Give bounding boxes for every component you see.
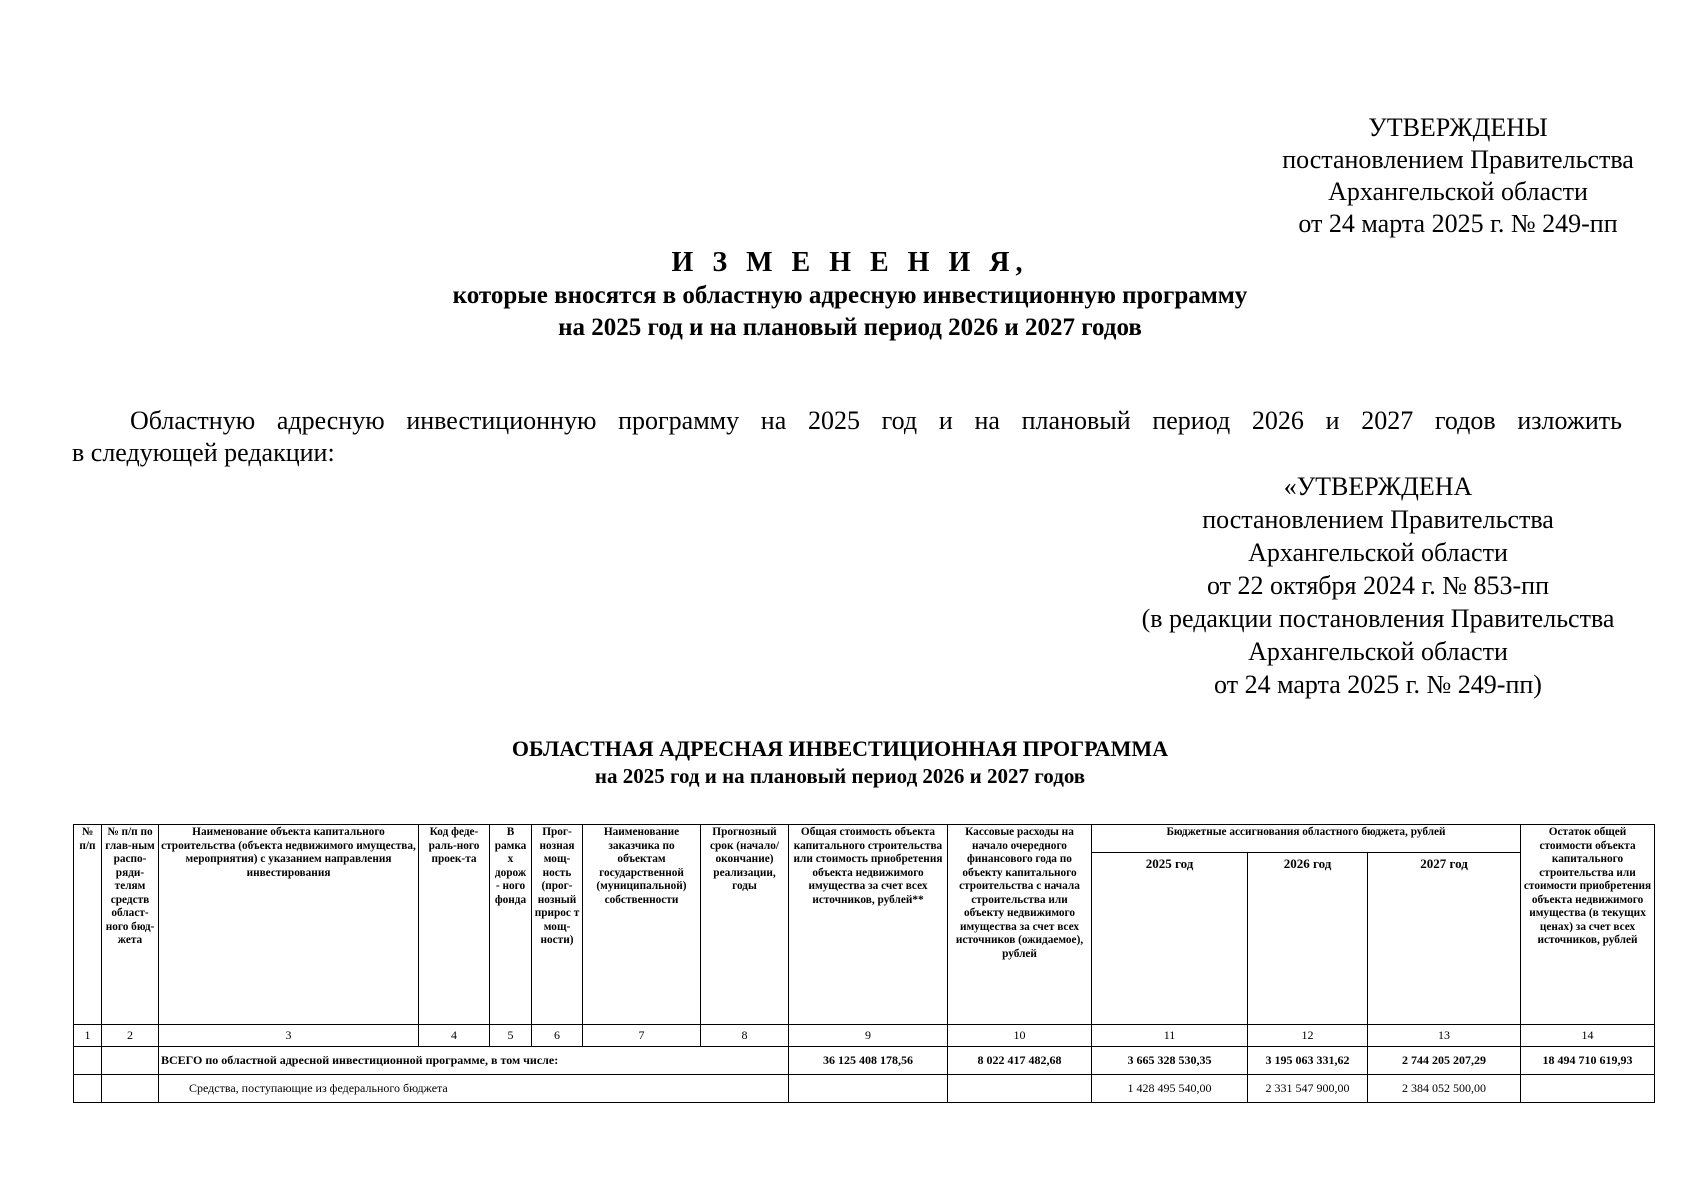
header-cell-year-2025: 2025 год <box>1092 853 1248 1025</box>
column-number: 9 <box>789 1025 948 1047</box>
intro-line: в следующей редакции: <box>72 438 335 467</box>
approval-date: от 24 марта 2025 г. № 249-пп) <box>1214 670 1542 699</box>
empty-cell <box>74 1075 102 1103</box>
total-row-label: ВСЕГО по областной адресной инвестиционной программе, в том числе: <box>159 1047 789 1075</box>
column-number: 1 <box>74 1025 102 1047</box>
column-number: 13 <box>1368 1025 1521 1047</box>
header-cell-capacity: Прог-нозная мощ-ность (прог-нозный прирос т мощ-ности) <box>532 825 583 1025</box>
document-title <box>300 246 1400 344</box>
empty-cell <box>1521 1075 1655 1103</box>
intro-paragraph <box>72 405 1622 469</box>
empty-cell <box>102 1075 159 1103</box>
total-2027-value: 2 744 205 207,29 <box>1368 1047 1521 1075</box>
approval-line: Архангельской области <box>1328 177 1588 206</box>
header-cell-term: Прогнозный срок (начало/ окончание) реализации, годы <box>701 825 789 1025</box>
header-cell-year-2027: 2027 год <box>1368 853 1521 1025</box>
column-number: 12 <box>1248 1025 1368 1047</box>
federal-2025-value: 1 428 495 540,00 <box>1092 1075 1248 1103</box>
approval-line: Архангельской области <box>1248 637 1508 666</box>
column-numbers-row <box>74 1025 1655 1047</box>
header-cell-year-2026: 2026 год <box>1248 853 1368 1025</box>
total-cost-value: 36 125 408 178,56 <box>789 1047 948 1075</box>
federal-row-label: Средства, поступающие из федерального бюджета <box>159 1075 789 1103</box>
federal-2027-value: 2 384 052 500,00 <box>1368 1075 1521 1103</box>
column-number: 3 <box>159 1025 419 1047</box>
approval-block-top <box>1238 112 1678 240</box>
header-cell-manager-number: № п/п по глав-ным распо-ряди-телям средств област-ного бюд-жета <box>102 825 159 1025</box>
column-number: 14 <box>1521 1025 1655 1047</box>
federal-2026-value: 2 331 547 900,00 <box>1248 1075 1368 1103</box>
approval-line: Архангельской области <box>1248 538 1508 567</box>
total-row <box>74 1047 1655 1075</box>
document-title-line: которые вносятся в областную адресную инвестиционную программу <box>452 282 1248 309</box>
header-cell-customer: Наименование заказчика по объектам государственной (муниципальной) собственности <box>583 825 701 1025</box>
header-cell-remainder: Остаток общей стоимости объекта капитального строительства или стоимости приобретения объекта недвижимого имущества (в текущих ценах) за счет всех источников, рублей <box>1521 825 1655 1025</box>
column-number: 6 <box>532 1025 583 1047</box>
column-number: 7 <box>583 1025 701 1047</box>
total-2026-value: 3 195 063 331,62 <box>1248 1047 1368 1075</box>
approval-date: от 22 октября 2024 г. № 853-пп <box>1207 571 1549 600</box>
header-cell-budget-group: Бюджетные ассигнования областного бюджета, рублей <box>1092 825 1521 853</box>
column-number: 4 <box>419 1025 490 1047</box>
empty-cell <box>74 1047 102 1075</box>
remainder-value: 18 494 710 619,93 <box>1521 1047 1655 1075</box>
approval-title: УТВЕРЖДЕНЫ <box>1368 113 1548 142</box>
approval-date: от 24 марта 2025 г. № 249-пп <box>1298 209 1618 238</box>
column-number: 11 <box>1092 1025 1248 1047</box>
approval-line: (в редакции постановления Правительства <box>1141 604 1615 633</box>
approval-line: постановлением Правительства <box>1282 145 1634 174</box>
program-title-subheading: на 2025 год и на плановый период 2026 и 2027 годов <box>594 764 1086 788</box>
approval-block-second <box>1108 470 1648 701</box>
approval-title: «УТВЕРЖДЕНА <box>1283 472 1473 501</box>
column-number: 8 <box>701 1025 789 1047</box>
header-cell-road-fund: В рамка х дорож - ного фонда <box>490 825 532 1025</box>
total-2025-value: 3 665 328 530,35 <box>1092 1047 1248 1075</box>
header-cell-number: № п/п <box>74 825 102 1025</box>
cash-expenses-value: 8 022 417 482,68 <box>948 1047 1092 1075</box>
document-title-line: на 2025 год и на плановый период 2026 и 2027 годов <box>558 314 1142 341</box>
header-cell-object-name: Наименование объекта капитального строительства (объекта недвижимого имущества, мероприятия) с указанием направления инвестирования <box>159 825 419 1025</box>
column-number: 5 <box>490 1025 532 1047</box>
program-title <box>340 735 1340 789</box>
approval-line: постановлением Правительства <box>1202 505 1554 534</box>
investment-program-table <box>73 824 1655 1103</box>
column-number: 2 <box>102 1025 159 1047</box>
intro-line: Областную адресную инвестиционную программу на 2025 год и на плановый период 2026 и 2027 годов изложить <box>130 406 1622 435</box>
document-title-heading: И З М Е Н Е Н И Я, <box>671 247 1029 278</box>
empty-cell <box>789 1075 948 1103</box>
header-cell-cash-expenses: Кассовые расходы на начало очередного финансового года по объекту капитального строительства с начала строительства или объекту недвижимого имущества за счет всех источников (ожидаемое), рублей <box>948 825 1092 1025</box>
header-cell-total-cost: Общая стоимость объекта капитального строительства или стоимость приобретения объекта недвижимого имущества за счет всех источников, рублей** <box>789 825 948 1025</box>
column-number: 10 <box>948 1025 1092 1047</box>
empty-cell <box>948 1075 1092 1103</box>
federal-row <box>74 1075 1655 1103</box>
header-cell-project-code: Код феде-раль-ного проек-та <box>419 825 490 1025</box>
empty-cell <box>102 1047 159 1075</box>
program-title-heading: ОБЛАСТНАЯ АДРЕСНАЯ ИНВЕСТИЦИОННАЯ ПРОГРАММА <box>511 736 1169 761</box>
